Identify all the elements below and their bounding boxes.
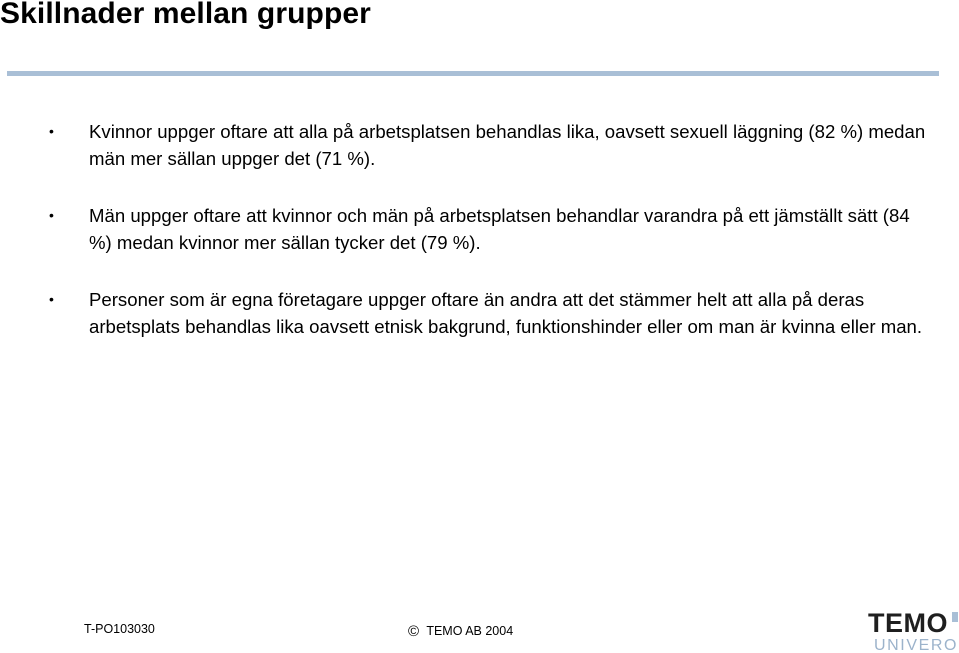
- copyright-icon: ©: [408, 623, 420, 640]
- logo-subtext: UNIVERO: [874, 637, 959, 653]
- bullet-list: [48, 118, 928, 340]
- bullet-item: [48, 118, 928, 172]
- logo-accent-mark: [952, 612, 958, 622]
- bullet-text: Män uppger oftare att kvinnor och män på arbetsplatsen behandlar varandra på ett jämställt sätt (84 %) medan kvinnor mer sällan tycker det (79 %).: [89, 205, 910, 253]
- temo-logo: [868, 608, 959, 653]
- bullet-marker: •: [49, 123, 54, 139]
- footer-document-code: T-PO103030: [84, 622, 155, 636]
- title-divider: [7, 71, 939, 76]
- logo-wordmark: TEMO: [868, 608, 948, 638]
- slide-title: Skillnader mellan grupper: [0, 0, 371, 30]
- bullet-item: [48, 202, 928, 256]
- footer-copyright: [408, 622, 513, 639]
- bullet-item: [48, 286, 928, 340]
- bullet-marker: •: [49, 207, 54, 223]
- copyright-text: TEMO AB 2004: [426, 624, 514, 638]
- bullet-text: Kvinnor uppger oftare att alla på arbetsplatsen behandlas lika, oavsett sexuell läggning (82 %) medan män mer sällan uppger det (71 %).: [89, 121, 926, 169]
- bullet-marker: •: [49, 291, 54, 307]
- bullet-text: Personer som är egna företagare uppger oftare än andra att det stämmer helt att alla på deras arbetsplats behandlas lika oavsett etnisk bakgrund, funktionshinder eller om man är kvinna eller man.: [89, 289, 923, 337]
